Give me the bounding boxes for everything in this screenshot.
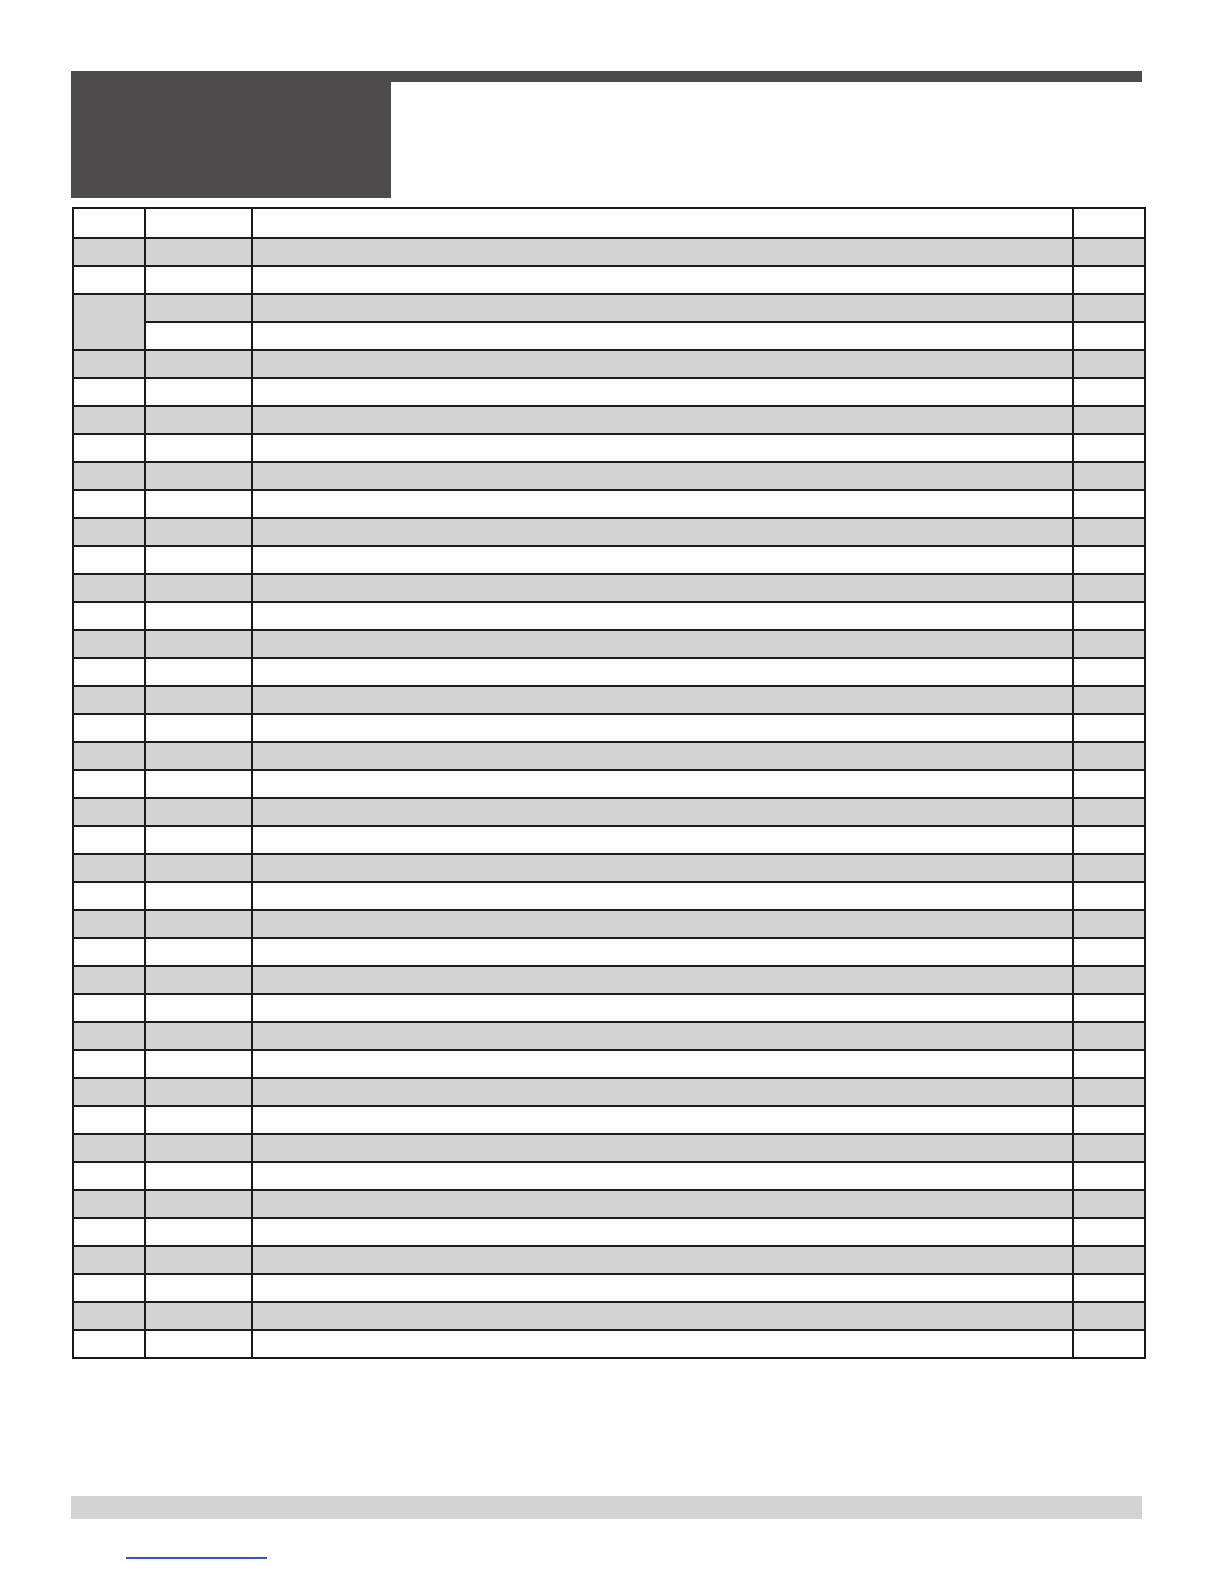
table-cell[interactable] <box>1073 1022 1145 1050</box>
table-row <box>73 378 1145 406</box>
table-row <box>73 406 1145 434</box>
table-cell[interactable] <box>252 854 1073 882</box>
table-cell[interactable] <box>145 1162 252 1190</box>
table-row <box>73 854 1145 882</box>
table-cell[interactable] <box>145 266 252 294</box>
table-cell[interactable] <box>73 1078 145 1106</box>
table-cell[interactable] <box>145 294 252 322</box>
table-cell[interactable] <box>252 1022 1073 1050</box>
table-cell[interactable] <box>252 406 1073 434</box>
table-cell[interactable] <box>252 574 1073 602</box>
table-cell[interactable] <box>252 630 1073 658</box>
table-cell[interactable] <box>145 630 252 658</box>
table-cell[interactable] <box>1073 798 1145 826</box>
table-cell[interactable] <box>252 714 1073 742</box>
table-cell[interactable] <box>145 826 252 854</box>
table-row <box>73 658 1145 686</box>
table-row <box>73 1078 1145 1106</box>
table-cell[interactable] <box>73 966 145 994</box>
table-row <box>73 1246 1145 1274</box>
table-cell[interactable] <box>145 1330 252 1358</box>
table-row <box>73 490 1145 518</box>
table-row <box>73 322 1145 350</box>
form-table <box>72 207 1146 1359</box>
table-cell[interactable] <box>1073 518 1145 546</box>
table-cell[interactable] <box>252 966 1073 994</box>
table-cell[interactable] <box>145 378 252 406</box>
table-cell[interactable] <box>145 238 252 266</box>
table-cell[interactable] <box>145 1050 252 1078</box>
table-cell[interactable] <box>1073 854 1145 882</box>
table-row <box>73 546 1145 574</box>
table-row <box>73 1274 1145 1302</box>
table-cell[interactable] <box>252 518 1073 546</box>
table-row <box>73 1302 1145 1330</box>
table-cell[interactable] <box>252 1050 1073 1078</box>
table-cell[interactable] <box>252 686 1073 714</box>
table-cell[interactable] <box>73 1302 145 1330</box>
table-cell[interactable] <box>145 322 252 350</box>
table-cell[interactable] <box>145 770 252 798</box>
table-cell[interactable] <box>252 322 1073 350</box>
table-cell[interactable] <box>1073 1190 1145 1218</box>
table-cell[interactable] <box>73 406 145 434</box>
table-cell[interactable] <box>1073 1134 1145 1162</box>
table-cell[interactable] <box>73 994 145 1022</box>
table-row <box>73 574 1145 602</box>
table-cell[interactable] <box>1073 490 1145 518</box>
table-cell[interactable] <box>1073 266 1145 294</box>
table-cell[interactable] <box>145 882 252 910</box>
table-cell[interactable] <box>1073 770 1145 798</box>
table-cell[interactable] <box>1073 1078 1145 1106</box>
table-cell[interactable] <box>73 686 145 714</box>
table-cell[interactable] <box>252 546 1073 574</box>
table-cell[interactable] <box>1073 938 1145 966</box>
table-header-row <box>73 208 1145 238</box>
header-cell <box>145 208 252 238</box>
table-row <box>73 630 1145 658</box>
table-cell[interactable] <box>145 910 252 938</box>
table-cell[interactable] <box>252 1274 1073 1302</box>
table-row <box>73 350 1145 378</box>
table-cell[interactable] <box>252 994 1073 1022</box>
table-row <box>73 714 1145 742</box>
table-cell[interactable] <box>1073 238 1145 266</box>
table-cell[interactable] <box>145 1190 252 1218</box>
table-cell[interactable] <box>145 434 252 462</box>
table-row <box>73 742 1145 770</box>
table-cell[interactable] <box>252 1134 1073 1162</box>
table-cell[interactable] <box>145 854 252 882</box>
footer-bar <box>71 1496 1142 1519</box>
table-cell[interactable] <box>1073 910 1145 938</box>
table-cell[interactable] <box>145 714 252 742</box>
table-cell[interactable] <box>73 938 145 966</box>
table-cell[interactable] <box>73 714 145 742</box>
table-row <box>73 966 1145 994</box>
table-cell[interactable] <box>73 434 145 462</box>
table-cell[interactable] <box>73 378 145 406</box>
table-cell[interactable] <box>73 350 145 378</box>
header-cell <box>73 208 145 238</box>
table-cell[interactable] <box>145 574 252 602</box>
table-cell[interactable] <box>1073 406 1145 434</box>
table-cell[interactable] <box>1073 322 1145 350</box>
table-cell[interactable] <box>1073 1330 1145 1358</box>
table-row <box>73 994 1145 1022</box>
table-cell[interactable] <box>73 854 145 882</box>
table-cell[interactable] <box>1073 462 1145 490</box>
table-row <box>73 602 1145 630</box>
table-cell[interactable] <box>1073 630 1145 658</box>
table-cell[interactable] <box>73 574 145 602</box>
table-cell[interactable] <box>1073 602 1145 630</box>
table-cell[interactable] <box>73 630 145 658</box>
table-row <box>73 826 1145 854</box>
table-cell[interactable] <box>1073 826 1145 854</box>
table-cell[interactable] <box>73 1050 145 1078</box>
table-cell[interactable] <box>252 770 1073 798</box>
table-cell-merged[interactable] <box>73 294 145 350</box>
table-row <box>73 518 1145 546</box>
table-cell[interactable] <box>252 938 1073 966</box>
table-cell[interactable] <box>145 406 252 434</box>
table-cell[interactable] <box>73 602 145 630</box>
table-row <box>73 1134 1145 1162</box>
table-cell[interactable] <box>1073 1218 1145 1246</box>
table-row <box>73 798 1145 826</box>
table-cell[interactable] <box>252 742 1073 770</box>
table-cell[interactable] <box>145 1078 252 1106</box>
table-cell[interactable] <box>1073 350 1145 378</box>
table-cell[interactable] <box>145 350 252 378</box>
table-cell[interactable] <box>1073 434 1145 462</box>
table-row <box>73 882 1145 910</box>
table-cell[interactable] <box>73 490 145 518</box>
table-cell[interactable] <box>1073 658 1145 686</box>
table-row <box>73 1330 1145 1358</box>
table-cell[interactable] <box>73 770 145 798</box>
header-cell <box>252 208 1073 238</box>
table-cell[interactable] <box>73 238 145 266</box>
table-cell[interactable] <box>145 1274 252 1302</box>
header-cell <box>1073 208 1145 238</box>
table-cell[interactable] <box>73 266 145 294</box>
table-cell[interactable] <box>145 1106 252 1134</box>
table-cell[interactable] <box>1073 714 1145 742</box>
table-cell[interactable] <box>145 742 252 770</box>
table-cell[interactable] <box>73 1190 145 1218</box>
table-cell[interactable] <box>145 966 252 994</box>
table-cell[interactable] <box>145 462 252 490</box>
table-cell[interactable] <box>1073 294 1145 322</box>
table-cell[interactable] <box>252 798 1073 826</box>
table-cell[interactable] <box>252 910 1073 938</box>
table-cell[interactable] <box>73 798 145 826</box>
table-cell[interactable] <box>252 602 1073 630</box>
table-cell[interactable] <box>1073 1050 1145 1078</box>
table-row <box>73 1106 1145 1134</box>
table-cell[interactable] <box>1073 1246 1145 1274</box>
table-cell[interactable] <box>145 602 252 630</box>
table-cell[interactable] <box>73 910 145 938</box>
table-cell[interactable] <box>73 742 145 770</box>
table-cell[interactable] <box>145 1246 252 1274</box>
table-row <box>73 1190 1145 1218</box>
table-row <box>73 1050 1145 1078</box>
table-cell[interactable] <box>1073 1106 1145 1134</box>
table-row <box>73 770 1145 798</box>
table-cell[interactable] <box>145 938 252 966</box>
form-table-wrapper <box>72 207 1144 1359</box>
table-cell[interactable] <box>1073 994 1145 1022</box>
table-cell[interactable] <box>252 238 1073 266</box>
table-row <box>73 686 1145 714</box>
table-cell[interactable] <box>252 266 1073 294</box>
table-cell[interactable] <box>1073 966 1145 994</box>
table-row <box>73 238 1145 266</box>
table-cell[interactable] <box>1073 882 1145 910</box>
table-cell[interactable] <box>252 1218 1073 1246</box>
table-row <box>73 434 1145 462</box>
table-row <box>73 462 1145 490</box>
table-row <box>73 1218 1145 1246</box>
table-cell[interactable] <box>252 882 1073 910</box>
header-title-block <box>71 71 391 198</box>
table-cell[interactable] <box>252 1302 1073 1330</box>
table-cell[interactable] <box>252 1330 1073 1358</box>
table-cell[interactable] <box>252 1190 1073 1218</box>
table-cell[interactable] <box>145 658 252 686</box>
table-row <box>73 938 1145 966</box>
table-cell[interactable] <box>145 1302 252 1330</box>
table-row <box>73 266 1145 294</box>
table-cell[interactable] <box>252 1078 1073 1106</box>
table-cell[interactable] <box>73 882 145 910</box>
table-cell[interactable] <box>145 686 252 714</box>
table-row <box>73 1022 1145 1050</box>
table-row <box>73 294 1145 322</box>
table-cell[interactable] <box>252 1106 1073 1134</box>
table-cell[interactable] <box>252 350 1073 378</box>
table-cell[interactable] <box>73 1106 145 1134</box>
table-cell[interactable] <box>73 462 145 490</box>
table-cell[interactable] <box>1073 1274 1145 1302</box>
table-cell[interactable] <box>73 1330 145 1358</box>
table-cell[interactable] <box>252 826 1073 854</box>
table-cell[interactable] <box>252 1246 1073 1274</box>
table-cell[interactable] <box>73 1162 145 1190</box>
table-cell[interactable] <box>1073 378 1145 406</box>
table-cell[interactable] <box>73 658 145 686</box>
table-cell[interactable] <box>145 1022 252 1050</box>
table-row <box>73 1162 1145 1190</box>
table-cell[interactable] <box>252 294 1073 322</box>
table-cell[interactable] <box>73 826 145 854</box>
table-cell[interactable] <box>1073 546 1145 574</box>
table-cell[interactable] <box>73 518 145 546</box>
table-cell[interactable] <box>73 546 145 574</box>
table-cell[interactable] <box>1073 574 1145 602</box>
table-cell[interactable] <box>1073 1162 1145 1190</box>
table-cell[interactable] <box>145 546 252 574</box>
table-cell[interactable] <box>145 798 252 826</box>
table-cell[interactable] <box>73 1246 145 1274</box>
table-cell[interactable] <box>252 658 1073 686</box>
table-cell[interactable] <box>145 994 252 1022</box>
table-cell[interactable] <box>1073 1302 1145 1330</box>
table-cell[interactable] <box>145 1218 252 1246</box>
table-cell[interactable] <box>1073 742 1145 770</box>
table-cell[interactable] <box>73 1022 145 1050</box>
table-cell[interactable] <box>145 1134 252 1162</box>
table-cell[interactable] <box>252 462 1073 490</box>
table-cell[interactable] <box>252 490 1073 518</box>
table-cell[interactable] <box>252 434 1073 462</box>
table-cell[interactable] <box>252 378 1073 406</box>
table-row <box>73 910 1145 938</box>
table-cell[interactable] <box>73 1134 145 1162</box>
table-cell[interactable] <box>73 1218 145 1246</box>
table-cell[interactable] <box>1073 686 1145 714</box>
table-cell[interactable] <box>145 490 252 518</box>
footer-link[interactable] <box>126 1557 267 1559</box>
table-cell[interactable] <box>73 1274 145 1302</box>
table-cell[interactable] <box>252 1162 1073 1190</box>
table-cell[interactable] <box>145 518 252 546</box>
